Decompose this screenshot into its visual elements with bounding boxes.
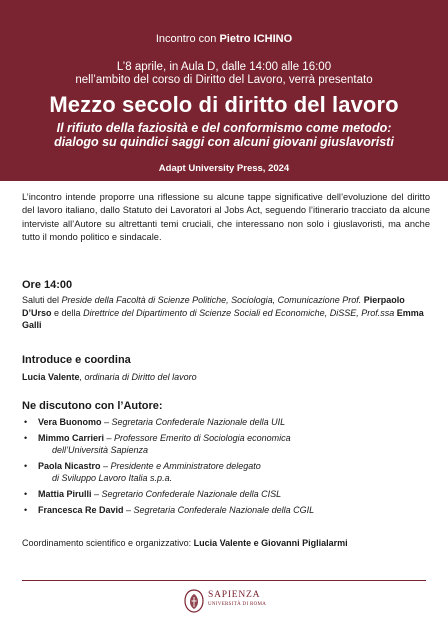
intro-line [0,33,448,45]
footer-divider [22,580,426,581]
panelist-role: – Presidente e Amministratore delegato [100,461,261,471]
moderator-heading: Introduce e coordina [22,354,131,366]
panelist-name: Mattia Pirulli [38,489,92,499]
list-item [24,432,432,456]
panelist-name: Vera Buonomo [38,417,102,427]
panelist-name: Paola Nicastro [38,461,101,471]
logo-subtitle: UNIVERSITÀ DI ROMA [208,602,267,607]
event-date-line: L’8 aprile, in Aula D, dalle 14:00 alle 16:00 [116,61,332,73]
speaker-name: Pietro ICHINO [219,33,293,45]
greeting-role-2: Direttrice del Dipartimento di Scienze Sociali ed Economiche, DiSSE, Prof.ssa [83,307,395,318]
schedule-time: Ore 14:00 [22,279,73,291]
greeting-role-1: Preside della Facoltà di Scienze Politiche, Sociologia, Comunicazione [61,295,340,305]
coordination-names: Lucia Valente e Giovanni Piglialarmi [193,538,348,548]
panel-heading: Ne discutono con l’Autore: [22,400,163,412]
book-subtitle-line-2: dialogo su quindici saggi con alcuni giovani giuslavoristi [54,135,394,149]
bullet-icon: • [24,461,28,471]
coordination-line [22,538,348,548]
panelist-role: – Professore Emerito di Sociologia economica [104,433,291,443]
publisher: Adapt University Press, 2024 [158,163,290,174]
bullet-icon: • [24,433,28,443]
event-context-line: nell’ambito del corso di Diritto del Lavoro, verrà presentato [75,74,373,86]
panelist-name: Francesca Re David [38,505,124,515]
list-item [24,488,432,500]
bullet-icon: • [24,417,28,427]
sapienza-logo [183,588,283,614]
panel-list [24,416,432,516]
logo-name: SAPIENZA [208,590,261,600]
greeting-prof: Prof. [342,295,362,305]
panelist-role: – Segretaria Confederale Nazionale della UIL [101,417,286,427]
coordination-label: Coordinamento scientifico e organizzativo: [22,538,192,548]
greeting-name-2: Emma Galli [22,307,424,331]
bullet-icon: • [24,505,28,515]
panelist-role-cont: dell’Università Sapienza [52,445,149,455]
list-item [24,416,432,428]
moderator-name: Lucia Valente [22,372,80,382]
list-item [24,460,432,484]
bullet-icon: • [24,489,28,499]
intro-paragraph: L’incontro intende proporre una riflessione su alcune tappe significative dell’evoluzione del diritto del lavoro italiano, dallo Statuto dei Lavoratori al Jobs Act, seguendo l’itinerario tracciato da alcune interviste all’Autore su altrettanti temi cruciali, che interessano non solo i giuslavoristi, ma anche tutto il mondo politico e sindacale. [22,192,430,243]
book-title: Mezzo secolo di diritto del lavoro [49,92,399,117]
header-banner [0,0,448,181]
book-subtitle-line-1: Il rifiuto della faziosità e del conformismo come metodo: [56,121,392,135]
moderator-role: , ordinaria di Diritto del lavoro [79,372,197,382]
panelist-name: Mimmo Carrieri [38,433,105,443]
greetings [22,294,432,332]
sapienza-seal-icon [183,589,205,613]
greeting-prefix: Saluti del [22,295,60,305]
greeting-name-1: Pierpaolo D’Urso [22,295,405,318]
list-item [24,504,432,516]
panelist-role: – Segretaria Confederale Nazionale della CGIL [123,505,315,515]
panelist-role: – Segretario Confederale Nazionale della CISL [91,489,282,499]
greeting-and: e della [54,307,81,318]
intro-prefix: Incontro con [155,33,217,45]
panelist-role-cont: di Sviluppo Lavoro Italia s.p.a. [52,473,173,483]
moderator-line [22,371,432,384]
